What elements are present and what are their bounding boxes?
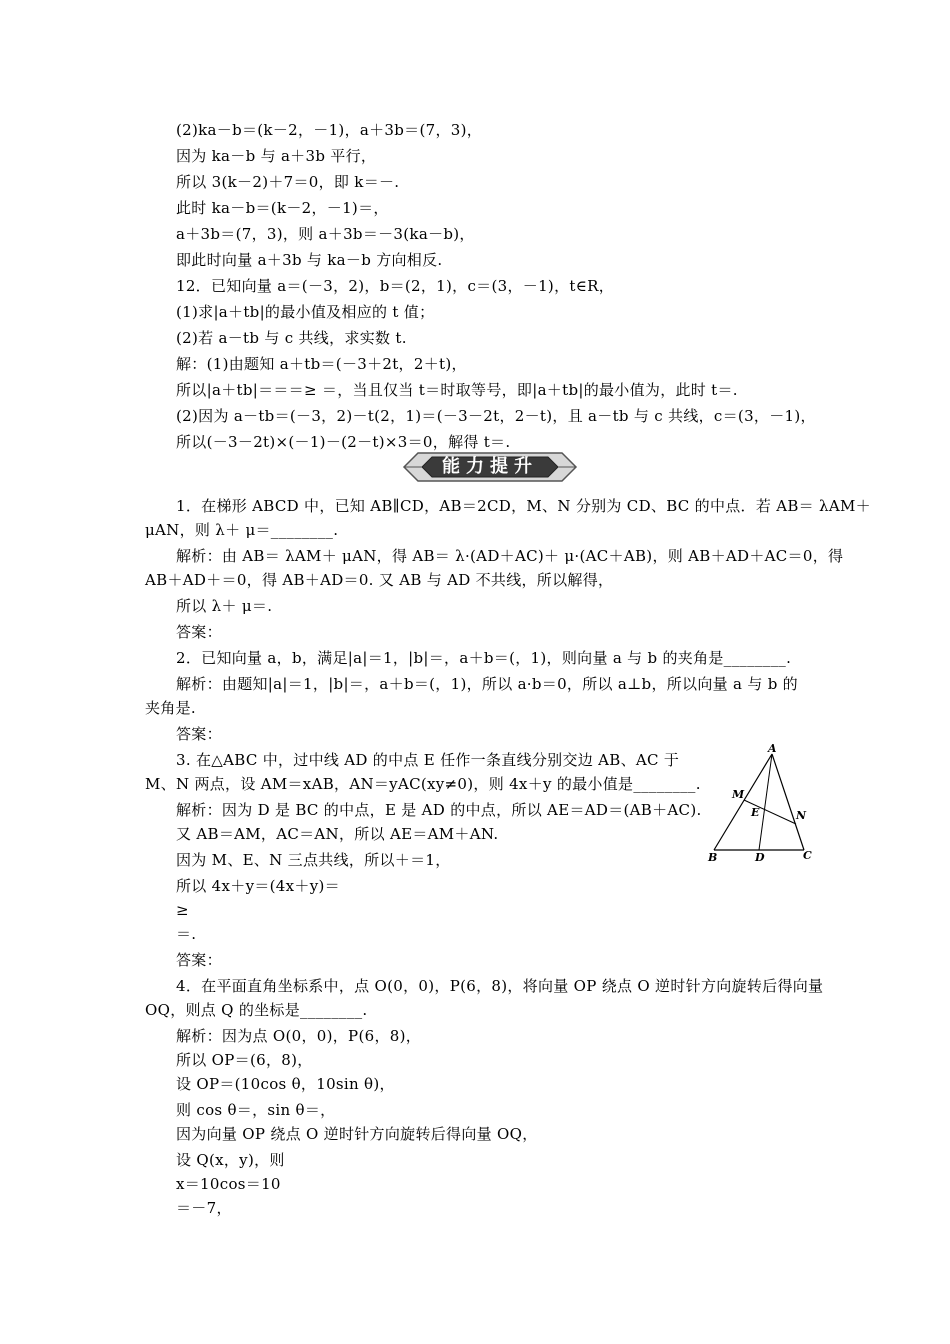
text-line: (1)求|a＋tb|的最小值及相应的 t 值； — [176, 303, 435, 321]
label-e: E — [751, 806, 760, 819]
text-line: (2)若 a－tb 与 c 共线，求实数 t. — [176, 329, 407, 347]
text-line: M、N 两点，设 AM＝xAB，AN＝yAC(xy≠0)，则 4x＋y 的最小值是________. — [145, 775, 701, 793]
problem-12-statement: 12．已知向量 a＝(－3，2)，b＝(2，1)，c＝(3，－1)，t∈R， — [176, 277, 615, 295]
banner-label: 能力提升 — [442, 456, 538, 477]
label-d: D — [755, 851, 765, 864]
problem-2-statement: 2．已知向量 a，b，满足|a|＝1，|b|＝，a＋b＝(，1)，则向量 a 与 b 的夹角是________. — [176, 649, 792, 667]
side-ac — [772, 754, 804, 850]
text-line: 又 AB＝AM，AC＝AN，所以 AE＝AM＋AN. — [176, 825, 499, 843]
text-line: 因为向量 OP 绕点 O 逆时针方向旋转后得向量 OQ， — [176, 1125, 538, 1143]
text-line: 因为 M、E、N 三点共线，所以＋＝1， — [176, 851, 451, 869]
section-banner — [400, 448, 580, 486]
label-m: M — [732, 788, 745, 801]
label-a: A — [768, 742, 777, 755]
text-line: ＝－7， — [176, 1199, 232, 1217]
text-line: x＝10cos＝10 — [176, 1175, 281, 1193]
side-ab — [714, 754, 772, 850]
text-line: μAN，则 λ＋ μ＝________. — [145, 521, 339, 539]
triangle-figure — [700, 742, 820, 864]
text-line: 则 cos θ＝，sin θ＝， — [176, 1101, 336, 1119]
median-ad — [759, 754, 772, 850]
problem-4-statement: 4．在平面直角坐标系中，点 O(0，0)，P(6，8)，将向量 OP 绕点 O 逆时针方向旋转后得向量 — [176, 977, 824, 995]
answer-label: 答案： — [176, 725, 222, 743]
problem-1-statement: 1．在梯形 ABCD 中，已知 AB∥CD，AB＝2CD，M、N 分别为 CD、BC 的中点．若 AB＝ λAM＋ — [176, 497, 871, 515]
label-b: B — [708, 851, 718, 864]
text-line: 解析：由 AB＝ λAM＋ μAN，得 AB＝ λ·(AD＋AC)＋ μ·(AC＋AB)，则 AB＋AD＋AC＝0，得 — [176, 547, 844, 565]
triangle-diagram — [700, 742, 820, 864]
text-line: 解析：由题知|a|＝1，|b|＝，a＋b＝(，1)，所以 a·b＝0，所以 a⊥b，所以向量 a 与 b 的 — [176, 675, 798, 693]
text-line: 所以(－3－2t)×(－1)－(2－t)×3＝0，解得 t＝. — [176, 433, 511, 451]
text-line: 因为 ka－b 与 a＋3b 平行， — [176, 147, 377, 165]
text-line: 所以 4x＋y＝(4x＋y)＝ — [176, 877, 340, 895]
text-line: (2)ka－b＝(k－2，－1)，a＋3b＝(7，3)， — [176, 121, 483, 139]
text-line: 所以 OP＝(6，8)， — [176, 1051, 313, 1069]
label-c: C — [803, 849, 812, 862]
text-line: 此时 ka－b＝(k－2，－1)＝， — [176, 199, 389, 217]
text-line: 所以|a＋tb|＝＝＝≥ ＝，当且仅当 t＝时取等号，即|a＋tb|的最小值为，此时 t＝. — [176, 381, 738, 399]
text-line: OQ，则点 Q 的坐标是________. — [145, 1001, 368, 1019]
text-line: ＝. — [176, 925, 197, 943]
text-line: 所以 3(k－2)＋7＝0，即 k＝－. — [176, 173, 400, 191]
text-line: 解析：因为点 O(0，0)，P(6，8)， — [176, 1027, 422, 1045]
text-line: 设 OP＝(10cos θ，10sin θ)， — [176, 1075, 395, 1093]
problem-3-statement: 3. 在△ABC 中，过中线 AD 的中点 E 任作一条直线分别交边 AB、AC 于 — [176, 751, 680, 769]
text-line: 即此时向量 a＋3b 与 ka－b 方向相反. — [176, 251, 443, 269]
answer-label: 答案： — [176, 623, 222, 641]
answer-label: 答案： — [176, 951, 222, 969]
text-line: 解：(1)由题知 a＋tb＝(－3＋2t，2＋t)， — [176, 355, 467, 373]
text-line: 所以 λ＋ μ＝. — [176, 597, 273, 615]
text-line: a＋3b＝(7，3)，则 a＋3b＝－3(ka－b)， — [176, 225, 475, 243]
text-line: ≥ — [176, 901, 189, 919]
text-line: AB＋AD＋＝0，得 AB＋AD＝0. 又 AB 与 AD 不共线，所以解得， — [145, 571, 614, 589]
text-line: 设 Q(x，y)，则 — [176, 1151, 285, 1169]
text-line: 解析：因为 D 是 BC 的中点，E 是 AD 的中点，所以 AE＝AD＝(AB＋AC). — [176, 801, 702, 819]
text-line: 夹角是. — [145, 699, 196, 717]
text-line: (2)因为 a－tb＝(－3，2)－t(2，1)＝(－3－2t，2－t)，且 a－tb 与 c 共线，c＝(3，－1)， — [176, 407, 816, 425]
label-n: N — [796, 809, 807, 822]
